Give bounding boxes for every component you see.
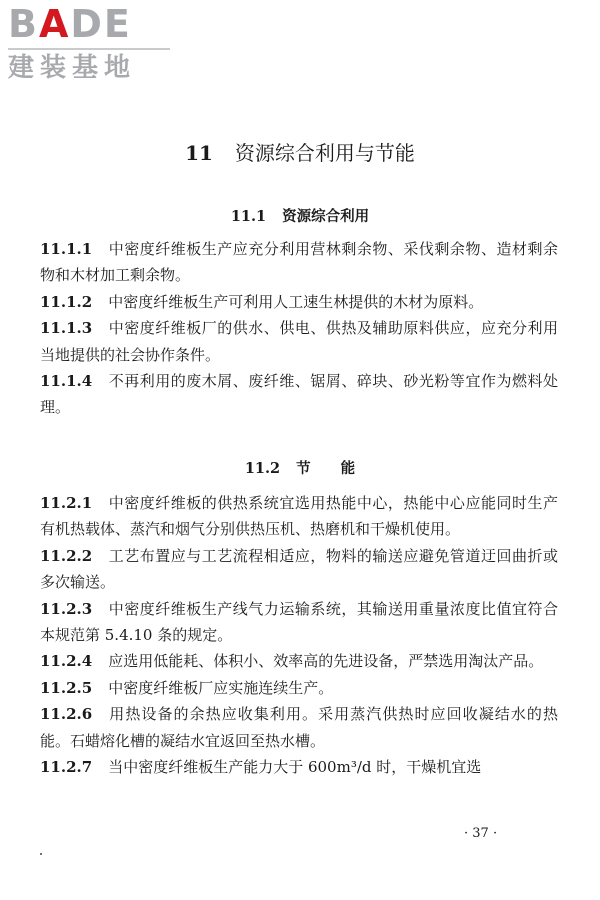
clause [40,596,558,649]
clause-text: 中密度纤维板生产可利用人工速生林提供的木材为原料。 [108,292,484,311]
clause [40,289,558,315]
clause-text: 当中密度纤维板生产能力大于 600m³/d 时，干燥机宜选 [108,758,482,777]
clause-text: 中密度纤维板厂应实施连续生产。 [108,678,334,697]
page-number: · 37 · [464,826,498,841]
section-clauses-resource-utilization [40,236,558,421]
section-title-text: 节能 [296,461,386,477]
clause [40,675,558,701]
clause-number: 11.1.3 [40,319,93,338]
clause [40,315,558,368]
clause-number: 11.2.6 [40,705,93,724]
section-number: 11.1 [230,208,267,225]
clause-number: 11.2.4 [40,652,93,671]
clause-number: 11.2.1 [40,494,93,512]
chapter-number: 11 [185,141,213,165]
clause-text: 应选用低能耗、体积小、效率高的先进设备，严禁选用淘汰产品。 [108,652,544,671]
clause [40,543,558,596]
section-title-energy-saving [0,458,600,480]
clause-text: 不再利用的废木屑、废纤维、锯屑、碎块、砂光粉等宜作为燃料处理。 [40,372,558,417]
clause-text: 用热设备的余热应收集利用。采用蒸汽供热时应回收凝结水的热能。石蜡熔化槽的凝结水宜返回至热水槽。 [40,705,558,750]
logo-wordmark [8,4,176,44]
logo-letter-b: B [8,2,39,46]
chapter-title-text: 资源综合利用与节能 [234,141,415,165]
clause-number: 11.1.4 [40,372,93,391]
clause-text: 中密度纤维板的供热系统宜选用热能中心，热能中心应能同时生产有机热载体、蒸汽和烟气分别供热压机、热磨机和干燥机使用。 [40,494,558,539]
clause-number: 11.2.7 [40,758,93,777]
clause [40,368,558,421]
section-title-text: 资源综合利用 [282,209,370,225]
clause-number: 11.2.5 [40,678,93,697]
clause [40,754,558,780]
clause [40,490,558,543]
clause-number: 11.2.2 [40,546,93,565]
logo-subtitle: 建装基地 [8,53,137,83]
brand-logo [8,4,176,84]
clause-text: 中密度纤维板生产应充分利用营林剩余物、采伐剩余物、造材剩余物和木材加工剩余物。 [40,240,558,285]
section-clauses-energy-saving [40,490,558,780]
clause-text: 中密度纤维板生产线气力运输系统，其输送用重量浓度比值宜符合本规范第 5.4.10 条的规定。 [40,599,558,645]
scan-speck [40,853,42,855]
logo-letters-de: DE [70,2,132,46]
clause-number: 11.1.1 [40,240,93,258]
clause-number: 11.2.3 [40,599,93,618]
section-title-resource-utilization [0,206,600,228]
chapter-title [0,138,600,168]
logo-letter-a: A [38,2,71,46]
clause [40,701,558,754]
logo-divider [8,48,170,50]
clause [40,236,558,289]
clause-text: 工艺布置应与工艺流程相适应，物料的输送应避免管道迂回曲折或多次输送。 [40,546,558,592]
clause-text: 中密度纤维板厂的供水、供电、供热及辅助原料供应，应充分利用当地提供的社会协作条件。 [40,319,558,364]
clause-number: 11.1.2 [40,292,93,311]
clause [40,648,558,674]
section-number: 11.2 [244,460,281,477]
